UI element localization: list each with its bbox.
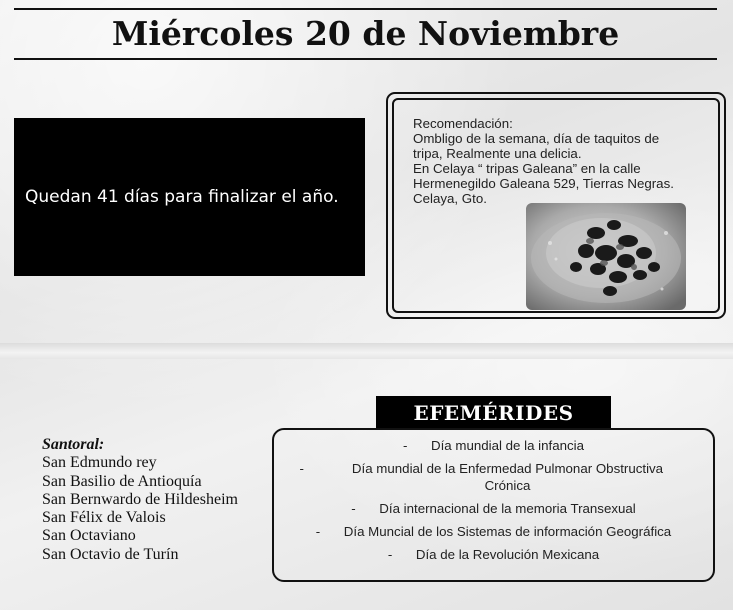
recommendation-line: Recomendación: [413,116,513,131]
efemeride-text: Día mundial de la infancia [430,438,584,453]
efemeride-item [274,523,713,540]
saint-item: San Basilio de Antioquía [42,472,202,490]
efemerides-heading: EFEMÉRIDES [376,396,611,428]
saint-item: San Félix de Valois [42,509,166,527]
efemeride-text: Día mundial de la Enfermedad Pulmonar Obstructiva Crónica [351,461,664,493]
recommendation-frame [386,92,726,319]
saint-item: San Edmundo rey [42,454,157,472]
efemeride-text: Día Muncial de los Sistemas de información Geográfica [343,524,672,539]
bottom-rule [14,58,717,60]
recommendation-line: En Celaya “ tripas Galeana” en la calle [413,161,641,176]
tacos-photo [526,203,686,310]
bullet-dash: - [351,501,356,516]
recommendation-text [413,116,703,206]
efemeride-item [274,460,713,494]
efemeride-item [274,437,713,454]
efemeride-item [274,546,713,563]
santoral-heading: Santoral: [42,436,105,453]
recommendation-line: tripa, Realmente una delicia. [413,146,582,161]
tacos-photo-graphic [526,203,686,310]
page-title: Miércoles 20 de Noviembre [111,14,620,53]
recommendation-box [392,98,720,313]
bullet-dash: - [402,438,408,453]
bullet-dash: - [315,524,321,539]
efemeride-item [274,500,713,517]
section-divider [0,343,733,359]
bullet-dash: - [387,547,393,562]
efemeride-text: Día internacional de la memoria Transexual [379,501,636,516]
efemerides-box [272,428,715,582]
recommendation-line: Celaya, Gto. [413,191,487,206]
countdown-text: Quedan 41 días para finalizar el año. [25,187,339,207]
bullet-dash: - [299,461,304,476]
header [14,8,717,60]
countdown-box [14,118,365,276]
saint-item: San Octaviano [42,527,136,545]
saint-item: San Bernwardo de Hildesheim [42,490,238,508]
saint-item: San Octavio de Turín [42,545,179,563]
santoral-list [42,436,238,564]
recommendation-line: Ombligo de la semana, día de taquitos de [413,131,660,146]
efemeride-text: Día de la Revolución Mexicana [415,547,600,562]
recommendation-line: Hermenegildo Galeana 529, Tierras Negras. [413,176,674,191]
